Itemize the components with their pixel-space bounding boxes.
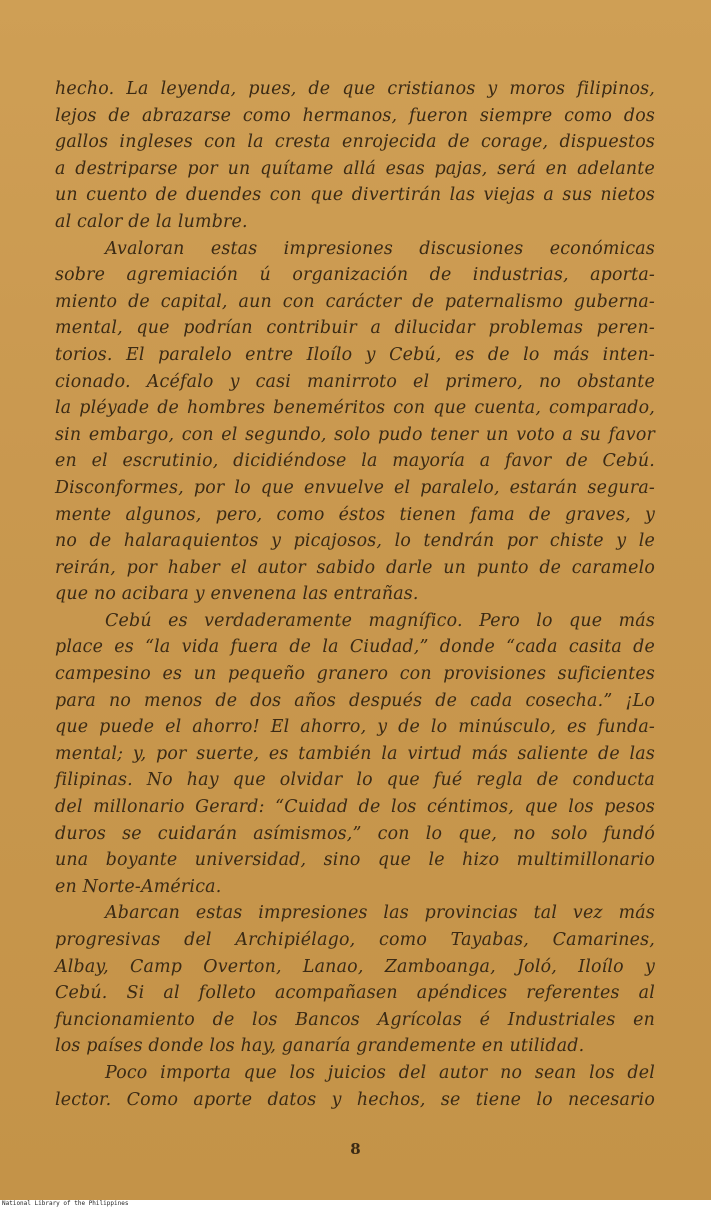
text-line: mente algunos, pero, como éstos tienen fama de graves, y (55, 504, 655, 525)
text-line: Abarcan estas impresiones las provincias tal vez más (105, 903, 655, 924)
text-line: en el escrutinio, dicidiéndose la mayoría a favor de Cebú. (55, 451, 655, 472)
text-line: mental; y, por suerte, es también la virtud más saliente de las (55, 743, 655, 764)
text-line: la pléyade de hombres beneméritos con que cuenta, comparado, (55, 398, 655, 419)
text-line: torios. El paralelo entre Iloílo y Cebú, es de lo más inten- (55, 344, 655, 365)
text-line: una boyante universidad, sino que le hizo multimillonario (55, 850, 655, 871)
text-line: a destriparse por un quítame allá esas pajas, será en adelante (55, 158, 655, 179)
text-line: que no acibara y envenena las entrañas. (55, 584, 419, 605)
text-line: Disconformes, por lo que envuelve el paralelo, estarán segura- (55, 477, 655, 498)
text-line: del millonario Gerard: “Cuidad de los céntimos, que los pesos (55, 797, 655, 818)
text-line: sin embargo, con el segundo, solo pudo tener un voto a su favor (55, 424, 655, 445)
paragraph (55, 76, 655, 236)
text-line: los países donde los hay, ganaría grandemente en utilidad. (55, 1036, 585, 1057)
text-line: cionado. Acéfalo y casi manirroto el primero, no obstante (55, 371, 655, 392)
text-line: Cebú es verdaderamente magnífico. Pero lo que más (105, 610, 655, 631)
text-line: al calor de la lumbre. (55, 211, 248, 232)
text-line: miento de capital, aun con carácter de paternalismo guberna- (55, 291, 655, 312)
paragraph (55, 900, 655, 1060)
text-line: duros se cuidarán asímismos,” con lo que, no solo fundó (55, 823, 655, 844)
text-line: Poco importa que los juicios del autor no sean los del (105, 1062, 655, 1083)
text-line: lector. Como aporte datos y hechos, se tiene lo necesario (55, 1089, 655, 1110)
text-line: progresivas del Archipiélago, como Tayabas, Camarines, (55, 930, 655, 950)
text-line: Avaloran estas impresiones discusiones económicas (105, 238, 655, 259)
text-line: reirán, por haber el autor sabido darle un punto de caramelo (55, 557, 655, 578)
paragraph (55, 236, 655, 608)
text-line: mental, que podrían contribuir a dilucidar problemas peren- (55, 318, 655, 339)
text-line: Albay, Camp Overton, Lanao, Zamboanga, Joló, Iloílo y (55, 956, 655, 977)
text-line: funcionamiento de los Bancos Agrícolas é Industriales en (55, 1009, 655, 1030)
text-line: sobre agremiación ú organización de industrias, aporta- (55, 265, 655, 286)
paragraph (55, 608, 655, 901)
text-line: Cebú. Si al folleto acompañasen apéndices referentes al (55, 983, 655, 1004)
text-line: para no menos de dos años después de cada cosecha.” ¡Lo (55, 690, 655, 711)
text-line: campesino es un pequeño granero con provisiones suficientes (55, 664, 655, 685)
text-line: lejos de abrazarse como hermanos, fueron siempre como dos (55, 105, 655, 126)
library-watermark: National Library of the Philippines (0, 1200, 711, 1208)
body-text (55, 76, 655, 1113)
text-line: un cuento de duendes con que divertirán las viejas a sus nietos (55, 185, 655, 206)
text-line: filipinas. No hay que olvidar lo que fué regla de conducta (55, 770, 655, 791)
text-line: gallos ingleses con la cresta enrojecida de corage, dispuestos (55, 132, 655, 153)
text-line: que puede el ahorro! El ahorro, y de lo minúsculo, es funda- (55, 717, 655, 738)
text-line: place es “la vida fuera de la Ciudad,” donde “cada casita de (55, 637, 655, 658)
text-line: hecho. La leyenda, pues, de que cristianos y moros filipinos, (55, 79, 655, 99)
text-line: en Norte-América. (55, 876, 222, 897)
text-line: no de halaraquientos y picajosos, lo tendrán por chiste y le (55, 531, 655, 552)
page-number: 8 (350, 1140, 361, 1158)
paragraph (55, 1060, 655, 1113)
